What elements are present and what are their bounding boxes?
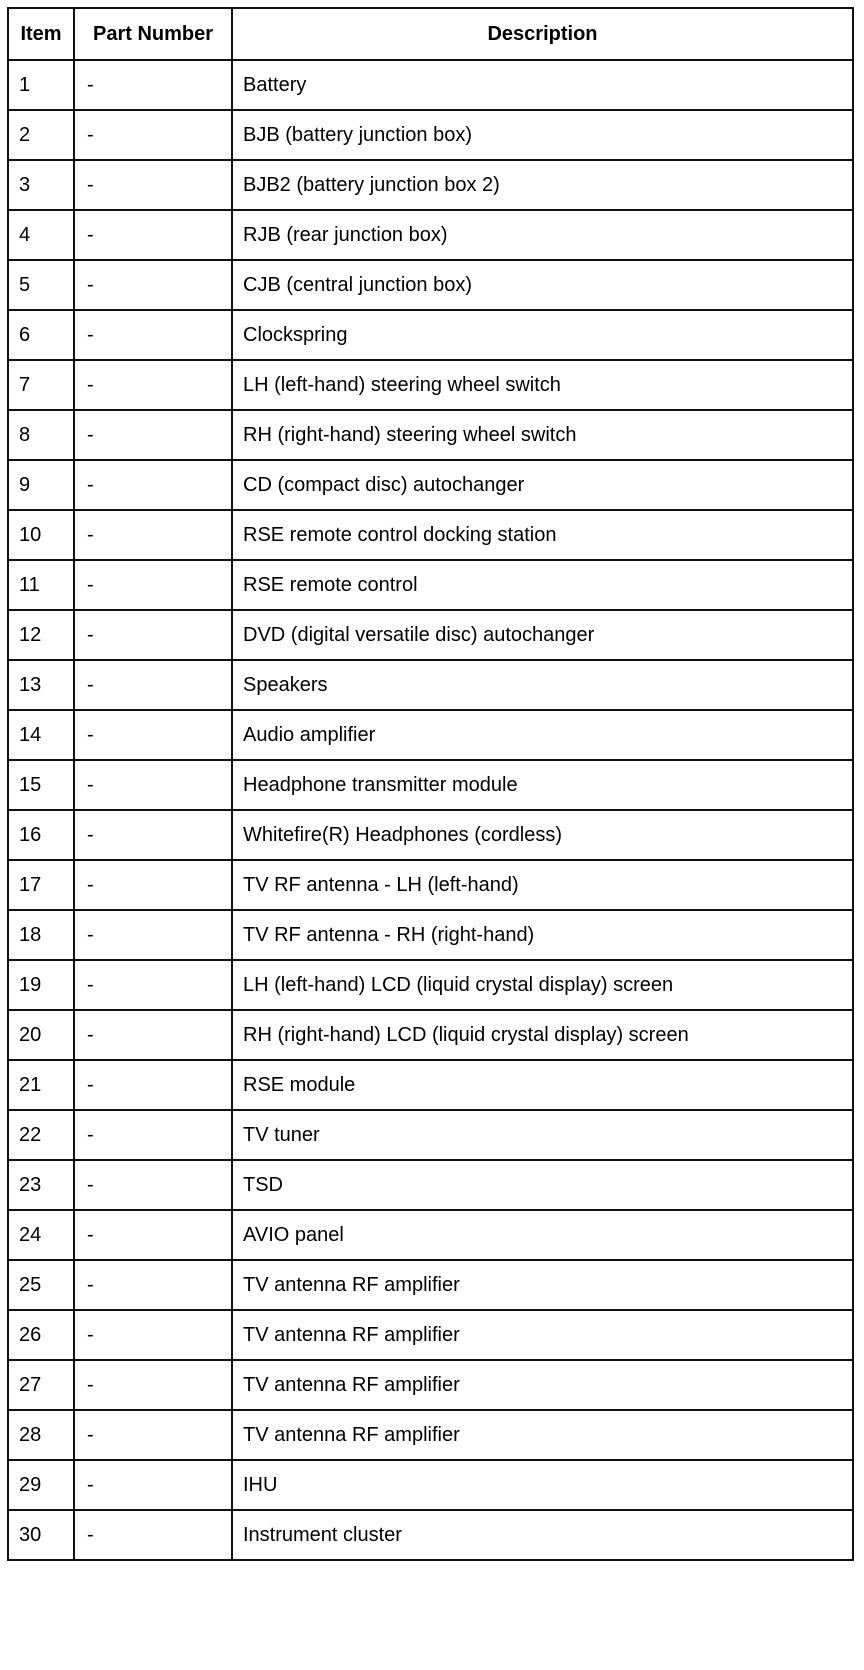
cell-description: Speakers [232,660,853,710]
table-row [8,760,853,810]
cell-part-number: - [74,460,232,510]
cell-item: 3 [8,160,74,210]
cell-part-number: - [74,60,232,110]
parts-table-container [7,7,852,1561]
table-row [8,1160,853,1210]
cell-part-number: - [74,760,232,810]
cell-part-number: - [74,410,232,460]
table-row [8,460,853,510]
table-row [8,1310,853,1360]
table-row [8,810,853,860]
cell-part-number: - [74,610,232,660]
table-row [8,210,853,260]
cell-item: 26 [8,1310,74,1360]
cell-item: 10 [8,510,74,560]
cell-description: TV antenna RF amplifier [232,1410,853,1460]
table-row [8,860,853,910]
cell-item: 22 [8,1110,74,1160]
cell-part-number: - [74,1410,232,1460]
parts-table [7,7,854,1561]
table-row [8,1460,853,1510]
cell-item: 7 [8,360,74,410]
cell-description: RSE remote control [232,560,853,610]
cell-part-number: - [74,660,232,710]
cell-part-number: - [74,1260,232,1310]
table-row [8,510,853,560]
cell-part-number: - [74,1310,232,1360]
cell-description: RH (right-hand) steering wheel switch [232,410,853,460]
cell-item: 20 [8,1010,74,1060]
cell-description: RH (right-hand) LCD (liquid crystal display) screen [232,1010,853,1060]
cell-description: Headphone transmitter module [232,760,853,810]
cell-item: 12 [8,610,74,660]
cell-part-number: - [74,210,232,260]
cell-description: LH (left-hand) steering wheel switch [232,360,853,410]
cell-item: 23 [8,1160,74,1210]
cell-item: 18 [8,910,74,960]
cell-item: 5 [8,260,74,310]
cell-part-number: - [74,860,232,910]
cell-description: AVIO panel [232,1210,853,1260]
column-header-description: Description [232,8,853,60]
cell-description: Audio amplifier [232,710,853,760]
cell-part-number: - [74,810,232,860]
table-row [8,360,853,410]
cell-item: 1 [8,60,74,110]
cell-part-number: - [74,360,232,410]
cell-part-number: - [74,1510,232,1560]
cell-part-number: - [74,910,232,960]
cell-item: 16 [8,810,74,860]
cell-description: TV tuner [232,1110,853,1160]
cell-part-number: - [74,710,232,760]
cell-part-number: - [74,960,232,1010]
cell-part-number: - [74,1110,232,1160]
cell-item: 13 [8,660,74,710]
cell-item: 28 [8,1410,74,1460]
table-row [8,410,853,460]
cell-item: 24 [8,1210,74,1260]
cell-description: RSE module [232,1060,853,1110]
cell-description: Instrument cluster [232,1510,853,1560]
table-row [8,160,853,210]
cell-part-number: - [74,310,232,360]
column-header-part-number: Part Number [74,8,232,60]
cell-description: LH (left-hand) LCD (liquid crystal display) screen [232,960,853,1010]
cell-part-number: - [74,1210,232,1260]
cell-description: TV RF antenna - RH (right-hand) [232,910,853,960]
cell-item: 21 [8,1060,74,1110]
table-row [8,1210,853,1260]
table-row [8,1060,853,1110]
table-row [8,610,853,660]
cell-part-number: - [74,1060,232,1110]
cell-description: TV RF antenna - LH (left-hand) [232,860,853,910]
table-row [8,960,853,1010]
table-row [8,110,853,160]
cell-item: 19 [8,960,74,1010]
cell-description: DVD (digital versatile disc) autochanger [232,610,853,660]
cell-description: TSD [232,1160,853,1210]
cell-part-number: - [74,1460,232,1510]
table-row [8,1360,853,1410]
cell-part-number: - [74,110,232,160]
table-row [8,1410,853,1460]
table-row [8,310,853,360]
cell-description: CJB (central junction box) [232,260,853,310]
cell-part-number: - [74,1360,232,1410]
cell-item: 25 [8,1260,74,1310]
cell-description: RSE remote control docking station [232,510,853,560]
cell-item: 4 [8,210,74,260]
table-body [8,60,853,1560]
cell-part-number: - [74,510,232,560]
cell-description: BJB2 (battery junction box 2) [232,160,853,210]
cell-part-number: - [74,1160,232,1210]
cell-item: 9 [8,460,74,510]
cell-description: Clockspring [232,310,853,360]
column-header-item: Item [8,8,74,60]
cell-item: 14 [8,710,74,760]
cell-description: CD (compact disc) autochanger [232,460,853,510]
cell-item: 2 [8,110,74,160]
cell-part-number: - [74,560,232,610]
table-row [8,1010,853,1060]
header-row [8,8,853,60]
cell-description: TV antenna RF amplifier [232,1360,853,1410]
cell-part-number: - [74,1010,232,1060]
cell-description: TV antenna RF amplifier [232,1310,853,1360]
cell-description: Whitefire(R) Headphones (cordless) [232,810,853,860]
table-row [8,710,853,760]
table-row [8,560,853,610]
cell-description: BJB (battery junction box) [232,110,853,160]
table-row [8,1260,853,1310]
cell-item: 30 [8,1510,74,1560]
cell-item: 29 [8,1460,74,1510]
table-row [8,60,853,110]
cell-item: 27 [8,1360,74,1410]
table-row [8,1110,853,1160]
cell-description: RJB (rear junction box) [232,210,853,260]
cell-item: 8 [8,410,74,460]
cell-item: 15 [8,760,74,810]
cell-description: Battery [232,60,853,110]
cell-part-number: - [74,160,232,210]
cell-description: IHU [232,1460,853,1510]
table-header [8,8,853,60]
cell-item: 17 [8,860,74,910]
cell-item: 11 [8,560,74,610]
table-row [8,910,853,960]
cell-part-number: - [74,260,232,310]
table-row [8,260,853,310]
cell-item: 6 [8,310,74,360]
table-row [8,660,853,710]
table-row [8,1510,853,1560]
cell-description: TV antenna RF amplifier [232,1260,853,1310]
